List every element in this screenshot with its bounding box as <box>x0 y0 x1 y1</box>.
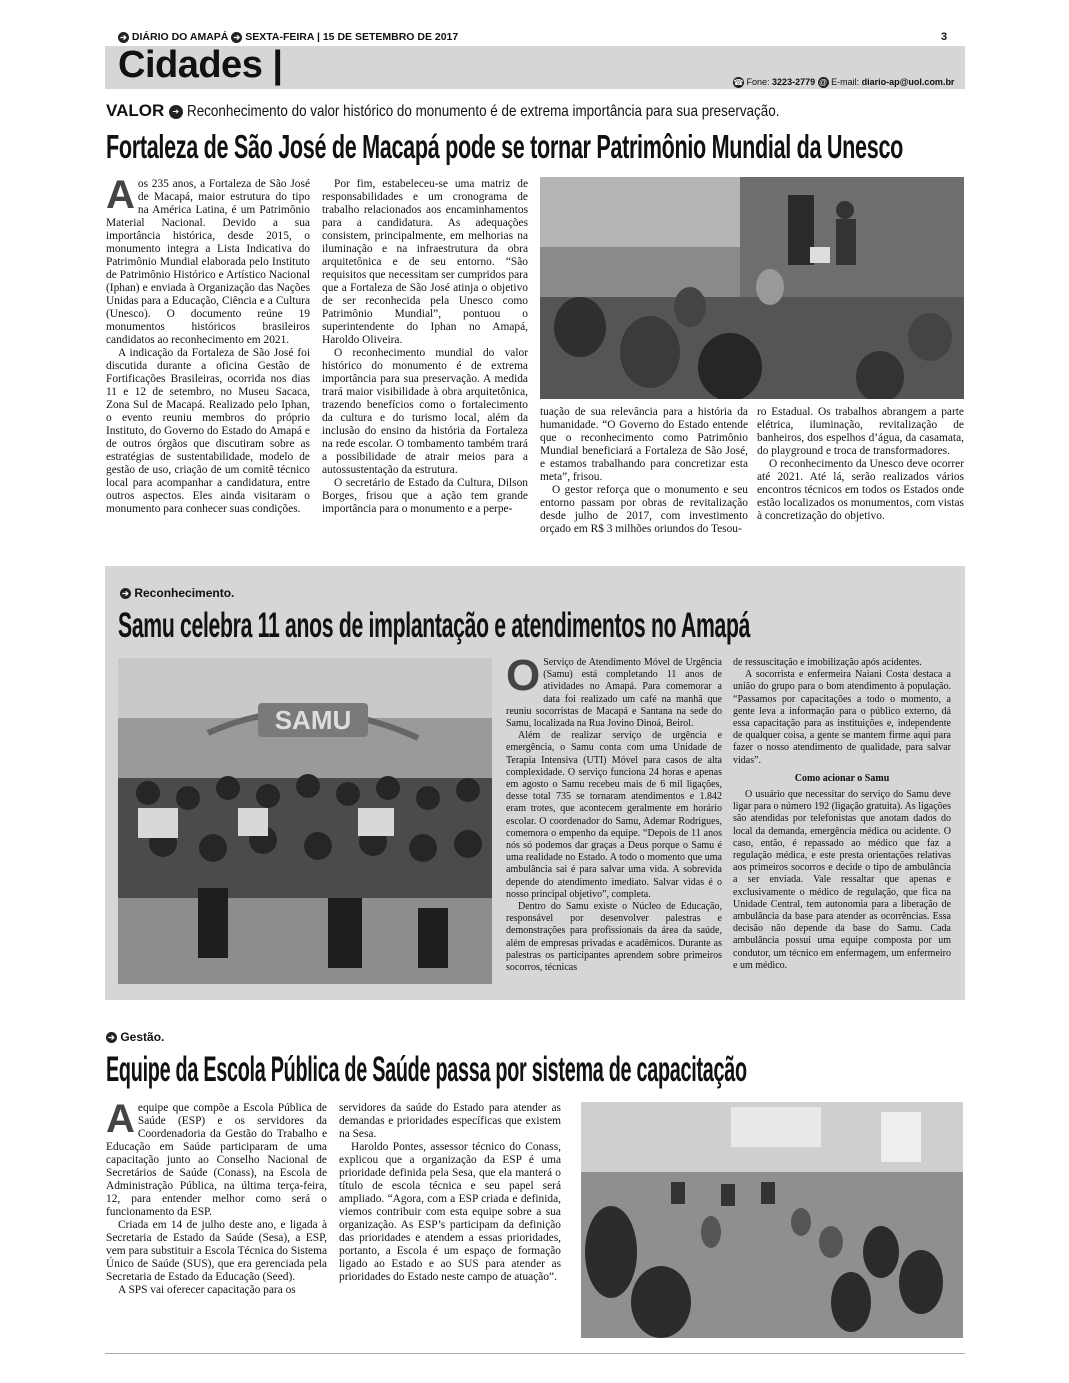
samu-group-illustration <box>118 658 492 984</box>
bottom-rule <box>105 1353 965 1354</box>
article2-kicker-line <box>120 586 234 600</box>
drop-cap: O <box>506 657 541 700</box>
article1-kicker-line <box>106 101 892 121</box>
training-photo <box>581 1102 963 1338</box>
bullet-icon: ➔ <box>118 32 129 43</box>
paragraph: Além de realizar serviço de urgência e emergência, o Samu conta com uma Unidade de Terapia Intensiva (UTI) Móvel para casos de alta complexidade. O serviço funciona 24 horas e apenas em agosto o Samu recebeu mais de 6 mil ligações, desse total 735 se tornaram atendimentos e 1.842 eram trotes, que acontecem geralmente em horário escolar. O coordenador do Samu, Ademar Rodrigues, comemora o empenho da equipe. “Depois de 11 anos nós só podemos dar graças a Deus porque o Samu é uma realidade no Estado. A todo o momento que uma ambulância sai é para salvar uma vida. A sobrevida depende do atendimento imediato. Salvar vidas é o nosso principal objetivo”, completa. <box>506 730 722 900</box>
article2-subhead: Como acionar o Samu <box>794 772 890 784</box>
paragraph: ro Estadual. Os trabalhos abrangem a parte elétrica, iluminação, revitalização de banheiros, dos espelhos d’água, da casamata, do playground e troca de transformadores. <box>757 406 964 457</box>
article3-headline: Equipe da Escola Pública de Saúde passa por sistema de capacitação <box>106 1050 747 1089</box>
drop-cap: A <box>106 1102 135 1141</box>
paragraph: Por fim, estabeleceu-se uma matriz de responsabilidades e um cronograma de trabalho relacionados aos encaminhamentos para a candidatura. As adequações consistem, principalmente, em melhorias na iluminação e na infraestrutura da obra arquitetônica e de seu entorno. “São requisitos que necessitam ser cumpridos para que a Fortaleza de São José atinja o objetivo de ser reconhecida pela Unesco como Patrimônio Mundial”, pontuou o superintendente do Iphan no Amapá, Haroldo Oliveira. <box>322 178 528 346</box>
page-number: 3 <box>941 31 948 43</box>
arrow-icon: ➔ <box>120 588 131 599</box>
arrow-icon: ➔ <box>106 1032 117 1043</box>
paper-name: DIÁRIO DO AMAPÁ <box>131 31 229 43</box>
section-title: Cidades | <box>118 44 283 86</box>
paragraph: O secretário de Estado da Cultura, Dilson Borges, frisou que a ação tem grande importância para o monumento e a perpe- <box>322 477 528 515</box>
article1-col2 <box>322 178 528 548</box>
meeting-photo-illustration <box>540 177 964 399</box>
weekday: SEXTA-FEIRA <box>245 31 315 43</box>
meeting-photo <box>540 177 964 399</box>
phone-icon: ☎ <box>733 78 744 88</box>
paragraph: servidores da saúde do Estado para atender as demandas e prioridades específicas que existem na Sesa. <box>339 1102 561 1140</box>
paragraph: A indicação da Fortaleza de São José foi discutida durante a oficina Gestão de Fortificações Brasileiras, ocorrida nos dias 11 e 12 de setembro, no Museu Sacaca, Zona Sul de Macapá. Realizado pelo Iphan, o evento reuniu membros do próprio Instituto, do Governo do Estado do Amapá e de outros órgãos que discutiram sobre as estratégias de sustentabilidade, modelo de gestão de uso, criação de um comitê técnico local para acompanhar a candidatura, entre outros aspectos. Eles ainda visitaram o monumento para conhecer suas condições. <box>106 347 310 515</box>
bullet-icon: ➔ <box>231 32 242 43</box>
paragraph: O reconhecimento da Unesco deve ocorrer até 2021. Até lá, serão realizados vários encontros técnicos em todos os Estados onde estão localizados os monumentos, com vistas à concretização do objetivo. <box>757 458 964 522</box>
email-icon: @ <box>819 78 828 88</box>
paragraph: tuação de sua relevância para a história da humanidade. “O Governo do Estado entende que o reconhecimento como Patrimônio Mundial beneficiará a Fortaleza de São José, e estamos trabalhando para concretizar esta meta”, frisou. <box>540 406 748 483</box>
arrow-icon: ➔ <box>169 105 183 119</box>
edition-date: 15 DE SETEMBRO DE 2017 <box>322 31 459 43</box>
article2-col1 <box>506 657 722 993</box>
paragraph: Serviço de Atendimento Móvel de Urgência (Samu) está completando 11 anos de atividades no Amapá. Para comemorar a data foi realizado um café na manhã que reuniu socorristas de Macapá e Santana na sede do Samu, localizada na Rua Jovino Dinoá, Beirol. <box>506 657 722 730</box>
paragraph: os 235 anos, a Fortaleza de São José de Macapá, maior estrutura do tipo na América Latina, é um Patrimônio Material Nacional. Devido a sua importância histórica, desde 2015, o monumento integra a Lista Indicativa do Patrimônio Mundial elaborada pelo Instituto de Patrimônio Histórico e Artístico Nacional (Iphan) e enviada à Organização das Nações Unidas para a Educação, Ciência e a Cultura (Unesco). O documento reúne 19 monumentos históricos brasileiros candidatos ao reconhecimento em 2021. <box>106 178 310 346</box>
drop-cap: A <box>106 178 135 217</box>
paragraph: de ressuscitação e imobilização após acidentes. <box>733 657 922 668</box>
paragraph: O gestor reforça que o monumento e seu entorno passam por obras de revitalização desde julho de 2017, com investimento orçado em R$ 3 milhões oriundos do Tesou- <box>540 484 748 535</box>
paragraph: Criada em 14 de julho deste ano, e ligada à Secretaria de Estado da Saúde (Sesa), a ESP, vem para substituir a Escola Técnica do Sistema Único de Saúde (SUS), que era gerenciada pela Secretaria de Estado da Educação (Seed). <box>106 1219 327 1283</box>
paragraph: O usuário que necessitar do serviço do Samu deve ligar para o número 192 (ligação gratuita). As ligações são atendidas por telefonistas que anotam dados do local da demanda, emergência médica ou acidente. O caso, então, é repassado ao médico que faz a regulação médica, e este presta orientações relativas aos primeiros socorros e decide o tipo de ambulância a ser enviada. Vale ressaltar que apenas e exclusivamente o médico de regulação, que fica na Unidade Central, tem autonomia para a liberação de ambulância da base para atender as ocorrências. Essa decisão não depende da base do Samu. Cada ambulância possui uma equipe composta por um condutor, um técnico em enfermagem, um enfermeiro e um médico. <box>733 789 951 971</box>
article1-deck: Reconhecimento do valor histórico do monumento é de extrema importância para sua preservação. <box>187 103 780 120</box>
article2-kicker: Reconhecimento. <box>134 586 235 600</box>
article3-kicker-line <box>106 1030 164 1044</box>
paragraph: Haroldo Pontes, assessor técnico do Conass, explicou que a organização da ESP é uma prioridade definida pela Sesa, que ela manterá o título de escola técnica e seu papel será ampliado. “Agora, com a ESP criada e definida, viemos contribuir com esta equipe sobre a sua organização. As ESP’s participam da definição das prioridades e atendem a essas prioridades, portanto, a Escola é um espaço de formação ligado ao Estado e ao SUS para atender as prioridades do Estado neste campo de atuação”. <box>339 1141 561 1283</box>
paragraph: A socorrista e enfermeira Naiani Costa destaca a união do grupo para o bom atendimento à população. “Passamos por capacitações a todo o momento, a gente leva a informação para o público externo, dá essa capacitação para as instituições e, independente de qualquer coisa, a gente se mantem firme aqui para fazer o nosso atendimento de qualidade, para salvar vidas”. <box>733 669 951 766</box>
paragraph: O reconhecimento mundial do valor histórico do monumento é de extrema importância para sua preservação. A medida trará maior visibilidade à obra arquitetônica, trazendo benefícios como o fortalecimento da cultura e do turismo local, além da inclusão do ensino da história da Fortaleza na rede escolar. O tombamento também trará a possibilidade de atrair meios para a autossustentação da estrutura. <box>322 347 528 476</box>
article1-kicker: VALOR <box>106 101 165 120</box>
article2-headline: Samu celebra 11 anos de implantação e atendimentos no Amapá <box>118 606 751 645</box>
training-photo-illustration <box>581 1102 963 1338</box>
samu-banner-text: SAMU <box>274 705 352 735</box>
paragraph: equipe que compõe a Escola Pública de Saúde (ESP) e os servidores da Coordenadoria da Gestão do Trabalho e Educação em Saúde participaram de uma capacitação junto ao Conselho Nacional de Secretários de Saúde (Conass), na Escola de Administração Pública, na última terça-feira, 12, para entender melhor como será o funcionamento da ESP. <box>106 1102 327 1218</box>
paragraph: Dentro do Samu existe o Núcleo de Educação, responsável por desenvolver palestras e demonstrações para profissionais da área da saúde, além de empresas privadas e acadêmicos. Durante as palestras os participantes aprendem sobre primeiros socorros, técnicas <box>506 901 722 974</box>
masthead-dateline: ➔ DIÁRIO DO AMAPÁ ➔ SEXTA-FEIRA | 15 DE SETEMBRO DE 2017 <box>118 31 458 43</box>
article3-kicker: Gestão. <box>120 1030 165 1044</box>
article3-col2 <box>339 1102 561 1346</box>
article2-col2 <box>733 657 951 993</box>
samu-group-photo <box>118 658 492 984</box>
article1-headline: Fortaleza de São José de Macapá pode se tornar Patrimônio Mundial da Unesco <box>106 128 904 165</box>
paragraph: A SPS vai oferecer capacitação para os <box>118 1284 296 1296</box>
article1-col1 <box>106 178 310 548</box>
article3-col1 <box>106 1102 327 1346</box>
contact-line: ☎ Fone: 3223-2779 @ E-mail: diario-ap@uol.com.br <box>733 77 955 88</box>
article1-col3 <box>540 406 748 548</box>
article1-col4 <box>757 406 964 548</box>
